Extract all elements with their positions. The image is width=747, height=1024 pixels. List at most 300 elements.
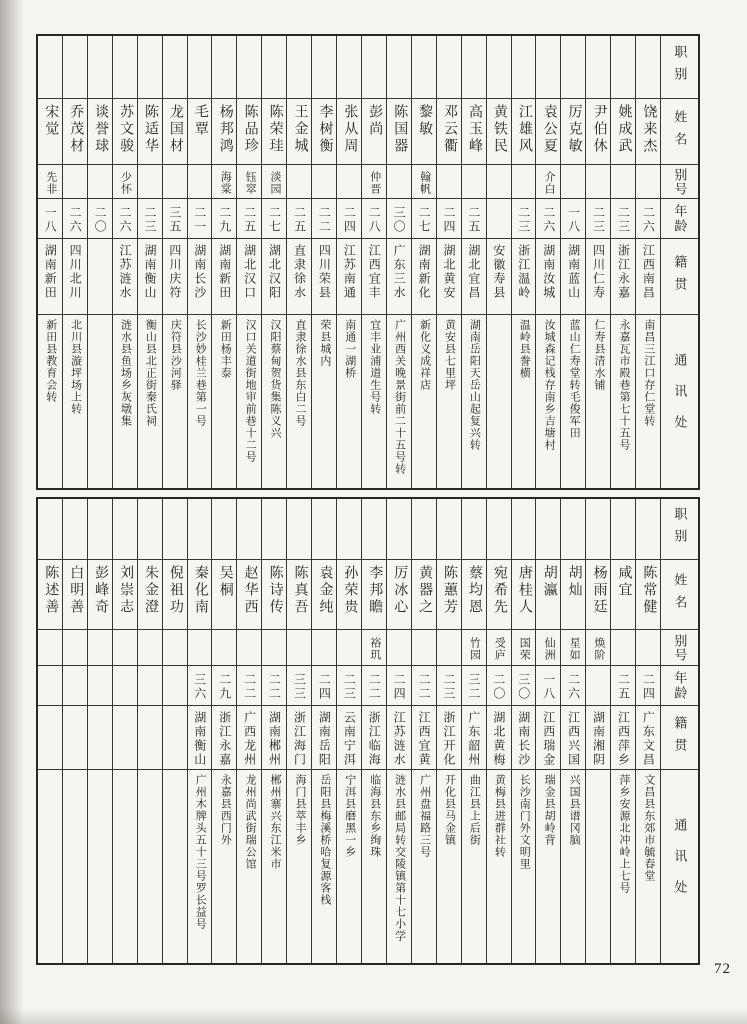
person-age: 一八 bbox=[43, 205, 58, 234]
person-name: 彭尚 bbox=[367, 104, 383, 138]
person-column bbox=[610, 36, 635, 488]
person-column bbox=[461, 499, 486, 963]
person-origin-cell bbox=[212, 238, 236, 314]
person-alias-cell bbox=[362, 164, 386, 198]
person-address: 仁寿县清水铺 bbox=[593, 319, 606, 391]
person-age: 二四 bbox=[317, 672, 332, 701]
person-rank-cell bbox=[287, 499, 311, 559]
person-name-cell bbox=[412, 559, 436, 629]
person-address-cell bbox=[312, 314, 336, 488]
person-age-cell bbox=[487, 198, 511, 238]
person-alias-cell bbox=[212, 629, 236, 665]
person-address: 宁洱县磨黑一乡 bbox=[343, 774, 356, 858]
person-origin-cell bbox=[561, 705, 585, 769]
person-origin: 湖南汝城 bbox=[541, 244, 556, 300]
person-rank-cell bbox=[88, 36, 112, 98]
person-address: 永嘉瓦市殿巷第七十五号 bbox=[617, 319, 630, 451]
person-name-cell bbox=[512, 559, 536, 629]
person-origin: 湖北宜昌 bbox=[466, 244, 481, 300]
person-rank-cell bbox=[212, 499, 236, 559]
person-address-cell bbox=[138, 769, 162, 963]
person-origin-cell bbox=[437, 238, 461, 314]
person-address-cell bbox=[337, 769, 361, 963]
person-age: 二四 bbox=[442, 205, 456, 234]
person-rank-cell bbox=[63, 36, 87, 98]
header-alias-label: 别号 bbox=[672, 167, 688, 196]
person-origin-cell bbox=[88, 705, 112, 769]
person-name: 厉克敏 bbox=[566, 104, 582, 155]
person-name: 杨雨廷 bbox=[591, 565, 607, 616]
person-name: 张从周 bbox=[342, 104, 358, 155]
person-alias-cell bbox=[487, 629, 511, 665]
person-name-cell bbox=[362, 559, 386, 629]
person-age: 二三 bbox=[442, 672, 456, 701]
person-column bbox=[411, 499, 436, 963]
person-age-cell bbox=[337, 198, 361, 238]
header-name-cell bbox=[661, 98, 698, 164]
person-address-cell bbox=[312, 769, 336, 963]
person-alias-cell bbox=[63, 629, 87, 665]
person-age: 二〇 bbox=[491, 672, 506, 701]
person-alias: 介白 bbox=[543, 170, 556, 195]
person-origin-cell bbox=[536, 238, 560, 314]
person-rank-cell bbox=[262, 499, 286, 559]
person-address: 南通一湖桥 bbox=[343, 319, 356, 379]
person-address-cell bbox=[337, 314, 361, 488]
person-age-cell bbox=[113, 198, 137, 238]
person-age-cell bbox=[437, 665, 461, 705]
person-address-cell bbox=[412, 769, 436, 963]
person-address-cell bbox=[262, 769, 286, 963]
person-origin-cell bbox=[387, 705, 411, 769]
person-alias-cell bbox=[412, 164, 436, 198]
person-origin: 四川北川 bbox=[68, 244, 83, 300]
header-origin-cell bbox=[661, 705, 698, 769]
person-origin: 湖北黄安 bbox=[442, 244, 456, 300]
person-name-cell bbox=[487, 559, 511, 629]
person-address: 宜丰业浦道生号转 bbox=[368, 319, 381, 415]
person-name: 陈诗传 bbox=[267, 565, 283, 616]
person-address-cell bbox=[512, 314, 536, 488]
person-rank-cell bbox=[188, 36, 212, 98]
person-rank-cell bbox=[387, 499, 411, 559]
person-address: 涟水县鱼场乡灰墩集 bbox=[119, 319, 132, 427]
person-origin: 湖南新化 bbox=[417, 244, 432, 300]
person-age-cell bbox=[188, 665, 212, 705]
person-origin: 江苏涟水 bbox=[392, 711, 407, 767]
person-origin: 江西南昌 bbox=[641, 244, 656, 300]
person-name: 陈品珍 bbox=[242, 104, 258, 155]
person-column bbox=[486, 36, 511, 488]
person-column bbox=[436, 499, 461, 963]
person-age: 二九 bbox=[217, 205, 232, 234]
person-address: 衡山县北正街秦氏祠 bbox=[144, 319, 157, 427]
person-rank-cell bbox=[237, 36, 261, 98]
person-origin-cell bbox=[536, 705, 560, 769]
person-rank-cell bbox=[362, 36, 386, 98]
person-origin: 湖南新田 bbox=[43, 244, 58, 300]
person-origin: 浙江永嘉 bbox=[217, 711, 232, 767]
person-name-cell bbox=[163, 98, 187, 164]
person-rank-cell bbox=[636, 36, 660, 98]
header-age-cell bbox=[661, 198, 698, 238]
person-origin-cell bbox=[262, 238, 286, 314]
person-age-cell bbox=[212, 198, 236, 238]
person-rank-cell bbox=[362, 499, 386, 559]
person-alias: 裕玑 bbox=[368, 636, 381, 661]
person-origin-cell bbox=[188, 238, 212, 314]
person-address-cell bbox=[362, 769, 386, 963]
person-alias-cell bbox=[237, 164, 261, 198]
person-address: 湖南岳阳天岳山起复兴转 bbox=[468, 319, 481, 451]
person-address-cell bbox=[586, 769, 610, 963]
header-column bbox=[660, 499, 698, 963]
person-address: 龙州尚武街瑞公馆 bbox=[244, 774, 257, 870]
person-alias-cell bbox=[188, 164, 212, 198]
person-name-cell bbox=[387, 98, 411, 164]
header-name-label: 姓名 bbox=[672, 109, 688, 154]
person-address-cell bbox=[212, 314, 236, 488]
person-address-cell bbox=[287, 769, 311, 963]
person-age: 二六 bbox=[641, 205, 656, 234]
person-address-cell bbox=[462, 769, 486, 963]
person-age: 一八 bbox=[566, 205, 581, 234]
person-origin: 湖南长沙 bbox=[192, 244, 207, 300]
person-column bbox=[336, 499, 361, 963]
person-rank-cell bbox=[586, 499, 610, 559]
person-name: 陈荣珪 bbox=[267, 104, 283, 155]
person-name-cell bbox=[611, 98, 635, 164]
person-rank-cell bbox=[63, 499, 87, 559]
person-age: 一八 bbox=[541, 672, 556, 701]
person-address-cell bbox=[163, 769, 187, 963]
person-age-cell bbox=[38, 198, 62, 238]
person-age: 二六 bbox=[118, 205, 133, 234]
person-origin: 湖南蓝山 bbox=[566, 244, 581, 300]
person-age-cell bbox=[462, 665, 486, 705]
person-column bbox=[560, 499, 585, 963]
person-origin: 湖南岳阳 bbox=[317, 711, 332, 767]
person-rank-cell bbox=[462, 499, 486, 559]
person-alias-cell bbox=[262, 164, 286, 198]
person-name: 龙国材 bbox=[167, 104, 183, 155]
person-age-cell bbox=[387, 198, 411, 238]
person-origin-cell bbox=[362, 238, 386, 314]
header-alias-label: 别号 bbox=[672, 633, 688, 662]
person-age: 二四 bbox=[392, 672, 407, 701]
person-rank-cell bbox=[163, 499, 187, 559]
person-column bbox=[436, 36, 461, 488]
person-alias-cell bbox=[312, 164, 336, 198]
person-origin-cell bbox=[437, 705, 461, 769]
person-address: 庆符县沙河驿 bbox=[169, 319, 182, 391]
person-name: 白明善 bbox=[68, 565, 84, 616]
person-name-cell bbox=[138, 98, 162, 164]
person-origin-cell bbox=[138, 238, 162, 314]
person-address: 涟水县邮局转交陵镇第十七小学 bbox=[393, 774, 406, 942]
page-number: 72 bbox=[714, 961, 731, 977]
person-origin-cell bbox=[636, 238, 660, 314]
header-origin-label: 籍贯 bbox=[672, 715, 688, 760]
person-column bbox=[585, 36, 610, 488]
person-rank-cell bbox=[138, 499, 162, 559]
person-rank-cell bbox=[38, 36, 62, 98]
person-origin-cell bbox=[362, 705, 386, 769]
person-age-cell bbox=[262, 665, 286, 705]
person-alias-cell bbox=[337, 164, 361, 198]
person-age-cell bbox=[586, 198, 610, 238]
person-column bbox=[461, 36, 486, 488]
person-address-cell bbox=[237, 769, 261, 963]
person-name: 苏文骏 bbox=[118, 104, 134, 155]
person-address: 汉口关道街地审前巷十二号 bbox=[244, 319, 257, 463]
person-age: 二六 bbox=[566, 672, 581, 701]
header-address-cell bbox=[661, 769, 698, 963]
person-alias-cell bbox=[412, 629, 436, 665]
person-column bbox=[187, 499, 212, 963]
person-address: 长沙妙桂兰巷第一号 bbox=[194, 319, 207, 427]
person-address: 新田杨丰泰 bbox=[219, 319, 232, 379]
person-age: 二四 bbox=[342, 205, 357, 234]
person-column bbox=[261, 36, 286, 488]
person-address-cell bbox=[611, 769, 635, 963]
person-address-cell bbox=[38, 314, 62, 488]
person-rank-cell bbox=[437, 36, 461, 98]
person-name-cell bbox=[512, 98, 536, 164]
person-name-cell bbox=[312, 559, 336, 629]
person-age-cell bbox=[88, 198, 112, 238]
person-alias: 竹园 bbox=[468, 636, 481, 661]
person-name-cell bbox=[88, 559, 112, 629]
header-column bbox=[660, 36, 698, 488]
person-alias-cell bbox=[287, 629, 311, 665]
person-age-cell bbox=[337, 665, 361, 705]
person-age-cell bbox=[536, 198, 560, 238]
person-name-cell bbox=[337, 559, 361, 629]
person-name-cell bbox=[312, 98, 336, 164]
person-age-cell bbox=[412, 198, 436, 238]
person-alias-cell bbox=[611, 164, 635, 198]
person-age: 三〇 bbox=[392, 205, 407, 234]
person-origin: 江西萍乡 bbox=[616, 711, 631, 767]
person-origin-cell bbox=[312, 705, 336, 769]
header-origin-cell bbox=[661, 238, 698, 314]
person-address-cell bbox=[412, 314, 436, 488]
person-address: 荣县城内 bbox=[318, 319, 331, 367]
person-column bbox=[137, 499, 162, 963]
person-origin-cell bbox=[412, 705, 436, 769]
person-name: 高玉峰 bbox=[466, 104, 482, 155]
person-origin-cell bbox=[412, 238, 436, 314]
person-address: 新化义成祥店 bbox=[418, 319, 431, 391]
person-name-cell bbox=[113, 559, 137, 629]
person-origin: 广西龙州 bbox=[242, 711, 257, 767]
person-age-cell bbox=[387, 665, 411, 705]
person-age-cell bbox=[561, 198, 585, 238]
person-origin: 湖南衡山 bbox=[192, 711, 207, 767]
person-address-cell bbox=[462, 314, 486, 488]
person-name: 袁公夏 bbox=[541, 104, 557, 155]
person-age: 二六 bbox=[541, 205, 556, 234]
person-alias-cell bbox=[561, 164, 585, 198]
person-name: 宛希先 bbox=[491, 565, 507, 616]
person-age: 二〇 bbox=[93, 205, 108, 234]
person-origin: 江苏涟水 bbox=[118, 244, 133, 300]
person-origin-cell bbox=[113, 705, 137, 769]
person-age: 二三 bbox=[616, 205, 631, 234]
person-age: 二五 bbox=[466, 205, 481, 234]
person-name: 毛覃 bbox=[192, 104, 208, 138]
person-name-cell bbox=[188, 98, 212, 164]
person-origin: 云南宁洱 bbox=[342, 711, 357, 767]
person-column bbox=[361, 36, 386, 488]
person-age: 二五 bbox=[242, 205, 257, 234]
person-origin-cell bbox=[63, 705, 87, 769]
person-origin-cell bbox=[487, 705, 511, 769]
person-origin: 广东韶州 bbox=[466, 711, 481, 767]
person-address-cell bbox=[38, 769, 62, 963]
person-name: 赵华西 bbox=[242, 565, 258, 616]
person-rank-cell bbox=[237, 499, 261, 559]
person-origin-cell bbox=[38, 238, 62, 314]
person-age-cell bbox=[586, 665, 610, 705]
person-name-cell bbox=[561, 98, 585, 164]
person-name: 孙荣贵 bbox=[342, 565, 358, 616]
person-name: 陈国器 bbox=[392, 104, 408, 155]
person-name: 黎敏 bbox=[417, 104, 433, 138]
person-age-cell bbox=[63, 665, 87, 705]
person-name: 陈蕙芳 bbox=[442, 565, 458, 616]
person-origin-cell bbox=[163, 238, 187, 314]
person-rank-cell bbox=[487, 36, 511, 98]
person-origin: 浙江永嘉 bbox=[616, 244, 631, 300]
person-alias-cell bbox=[611, 629, 635, 665]
person-origin-cell bbox=[512, 705, 536, 769]
person-name: 饶来杰 bbox=[641, 104, 657, 155]
person-rank-cell bbox=[611, 499, 635, 559]
person-address: 海门县萃丰乡 bbox=[293, 774, 306, 846]
person-age-cell bbox=[611, 198, 635, 238]
person-name-cell bbox=[536, 98, 560, 164]
person-column bbox=[560, 36, 585, 488]
person-alias-cell bbox=[63, 164, 87, 198]
person-age: 二七 bbox=[417, 205, 432, 234]
person-rank-cell bbox=[337, 499, 361, 559]
person-origin: 四川仁寿 bbox=[591, 244, 606, 300]
person-age: 二八 bbox=[367, 205, 382, 234]
person-address-cell bbox=[212, 769, 236, 963]
person-alias: 淡园 bbox=[269, 170, 282, 195]
person-column bbox=[535, 499, 560, 963]
person-origin-cell bbox=[561, 238, 585, 314]
person-address-cell bbox=[188, 314, 212, 488]
person-column bbox=[87, 36, 112, 488]
person-origin-cell bbox=[512, 238, 536, 314]
person-age: 二二 bbox=[417, 672, 432, 701]
person-name-cell bbox=[487, 98, 511, 164]
person-alias-cell bbox=[487, 164, 511, 198]
header-address-cell bbox=[661, 314, 698, 488]
person-rank-cell bbox=[512, 36, 536, 98]
roster-table-bottom bbox=[36, 497, 700, 965]
person-name-cell bbox=[462, 98, 486, 164]
person-rank-cell bbox=[188, 499, 212, 559]
person-rank-cell bbox=[487, 499, 511, 559]
person-alias-cell bbox=[237, 629, 261, 665]
person-address: 蓝山仁寿堂转毛俊军田 bbox=[568, 319, 581, 439]
person-alias-cell bbox=[287, 164, 311, 198]
header-name-label: 姓名 bbox=[672, 572, 688, 617]
person-name-cell bbox=[586, 559, 610, 629]
person-name-cell bbox=[287, 559, 311, 629]
person-name-cell bbox=[536, 559, 560, 629]
person-age: 二二 bbox=[242, 672, 257, 701]
person-column bbox=[286, 36, 311, 488]
person-age: 二一 bbox=[192, 205, 207, 234]
person-address: 直隶徐水县东白二号 bbox=[293, 319, 306, 427]
person-origin: 江苏南通 bbox=[342, 244, 357, 300]
person-address: 汉阳蔡甸贺货集陈义兴 bbox=[269, 319, 282, 439]
person-column bbox=[62, 36, 87, 488]
person-alias-cell bbox=[337, 629, 361, 665]
person-alias-cell bbox=[536, 164, 560, 198]
person-age-cell bbox=[561, 665, 585, 705]
person-name: 吴桐 bbox=[217, 565, 233, 599]
person-rank-cell bbox=[536, 499, 560, 559]
person-name: 胡灿 bbox=[566, 565, 582, 599]
person-rank-cell bbox=[387, 36, 411, 98]
person-alias-cell bbox=[312, 629, 336, 665]
person-alias-cell bbox=[362, 629, 386, 665]
person-age: 二九 bbox=[217, 672, 232, 701]
person-name-cell bbox=[462, 559, 486, 629]
person-alias-cell bbox=[138, 629, 162, 665]
person-rank-cell bbox=[462, 36, 486, 98]
person-name-cell bbox=[188, 559, 212, 629]
header-alias-cell bbox=[661, 629, 698, 665]
person-age-cell bbox=[38, 665, 62, 705]
person-age: 三〇 bbox=[516, 672, 531, 701]
person-address: 岳阳县梅溪桥哈复源客栈 bbox=[318, 774, 331, 906]
person-column bbox=[87, 499, 112, 963]
person-age: 二六 bbox=[68, 205, 83, 234]
person-name-cell bbox=[212, 559, 236, 629]
person-name: 乔茂材 bbox=[68, 104, 84, 155]
person-age: 三五 bbox=[167, 205, 182, 234]
person-alias-cell bbox=[462, 629, 486, 665]
person-address-cell bbox=[512, 769, 536, 963]
person-alias-cell bbox=[636, 629, 660, 665]
person-address: 新田县教育会转 bbox=[44, 319, 57, 403]
person-age-cell bbox=[312, 198, 336, 238]
person-age: 二二 bbox=[317, 205, 332, 234]
person-origin-cell bbox=[586, 705, 610, 769]
person-name-cell bbox=[212, 98, 236, 164]
person-address: 萍乡安源北冲岭上七号 bbox=[617, 774, 630, 894]
person-address-cell bbox=[88, 769, 112, 963]
person-column bbox=[112, 36, 137, 488]
person-origin: 浙江温岭 bbox=[516, 244, 531, 300]
person-age-cell bbox=[188, 198, 212, 238]
person-rank-cell bbox=[212, 36, 236, 98]
person-name: 尹伯休 bbox=[591, 104, 607, 155]
person-origin: 直隶徐水 bbox=[292, 244, 307, 300]
person-name: 袁金纯 bbox=[317, 565, 333, 616]
person-name: 陈述善 bbox=[43, 565, 59, 616]
person-origin: 浙江临海 bbox=[367, 711, 382, 767]
person-age-cell bbox=[287, 198, 311, 238]
person-age-cell bbox=[212, 665, 236, 705]
